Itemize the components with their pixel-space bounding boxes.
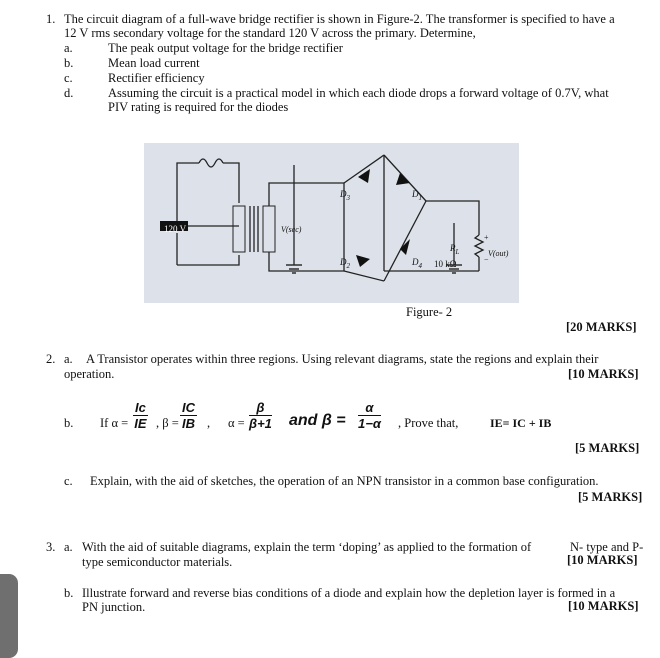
- circuit-figure: [144, 143, 519, 303]
- diode-d2-icon: [356, 255, 370, 267]
- resistor-label: $R_L$: [450, 243, 460, 256]
- output-voltage-label: V(out): [488, 249, 509, 258]
- q1-item-c-text: Rectifier efficiency: [108, 71, 205, 85]
- q2a-line1: A Transistor operates within three regions. Using relevant diagrams, state the regions and explain their: [86, 352, 599, 366]
- secondary-voltage-label: V(sec): [281, 225, 302, 234]
- q3a-label: a.: [64, 540, 73, 554]
- source-voltage-label: 120 V: [164, 224, 187, 234]
- diode-d3-label: $D_3$: [340, 189, 350, 202]
- q1-intro-line2: 12 V rms secondary voltage for the standard 120 V across the primary. Determine,: [64, 26, 476, 40]
- q2a-line2: operation.: [64, 367, 115, 381]
- bridge-rectifier-diagram: [144, 143, 519, 303]
- q2b-label: b.: [64, 416, 74, 430]
- diode-d2-label: $D_2$: [340, 257, 350, 270]
- q3a-marks: [10 MARKS]: [567, 553, 638, 567]
- q1-item-d-label: d.: [64, 86, 74, 100]
- q2b-equation: IE= IC + IB: [490, 416, 552, 430]
- q3-number: 3.: [46, 540, 56, 554]
- output-plus: +: [484, 233, 489, 242]
- q2c-marks: [5 MARKS]: [578, 490, 643, 504]
- fraction-ic-over-ib: $\frac{IC}{IB}$: [182, 400, 195, 431]
- q1-intro-line1: The circuit diagram of a full-wave bridge rectifier is shown in Figure-2. The transformer is specified to have a: [64, 12, 615, 26]
- diode-d4-label: $D_4$: [412, 257, 422, 270]
- q2b-and-beta: and β =: [289, 412, 346, 429]
- fraction-ic-over-ie: $\frac{Ic}{IE}$: [134, 400, 147, 431]
- fraction-beta-over-beta-plus-1: $\frac{\beta}{\beta+1}$: [249, 400, 272, 431]
- q1-item-b-text: Mean load current: [108, 56, 200, 70]
- q3b-line1: Illustrate forward and reverse bias conditions of a diode and explain how the depletion layer is formed in a: [82, 586, 616, 600]
- q2b-beta-eq: , β =: [156, 416, 179, 430]
- fraction-alpha-over-1-minus-alpha: $\frac{\alpha}{1-\alpha}$: [358, 400, 381, 431]
- q2b-if-alpha: If α =: [100, 416, 129, 430]
- q1-number: 1.: [46, 12, 56, 26]
- q1-item-d-line2: PIV rating is required for the diodes: [108, 100, 289, 114]
- q3a-line1: With the aid of suitable diagrams, explain the term ‘doping’ as applied to the formation of: [82, 540, 532, 554]
- q3a-line1-right: N- type and P-: [570, 540, 644, 554]
- resistor-value: 10 kΩ: [434, 259, 457, 269]
- q1-item-d-text: Assuming the circuit is a practical model in which each diode drops a forward voltage of 0.7V, what: [108, 86, 609, 100]
- q2a-marks: [10 MARKS]: [568, 367, 639, 381]
- q2c-text: Explain, with the aid of sketches, the operation of an NPN transistor in a common base configuration.: [90, 474, 599, 488]
- q2b-prove: , Prove that,: [398, 416, 459, 430]
- q1-item-a-text: The peak output voltage for the bridge rectifier: [108, 41, 343, 55]
- diode-d1-label: $D_1$: [412, 189, 422, 202]
- side-scroll-tab[interactable]: [0, 574, 18, 658]
- q2b-alpha-eq: α =: [228, 416, 245, 430]
- q3b-marks: [10 MARKS]: [568, 599, 639, 613]
- q1-item-c-label: c.: [64, 71, 73, 85]
- q1-marks: [20 MARKS]: [566, 320, 637, 334]
- q2b-marks: [5 MARKS]: [575, 441, 640, 455]
- q2-number: 2.: [46, 352, 56, 366]
- q2c-label: c.: [64, 474, 73, 488]
- q3b-line2: PN junction.: [82, 600, 146, 614]
- q3b-label: b.: [64, 586, 74, 600]
- output-minus: −: [484, 255, 489, 264]
- q1-item-b-label: b.: [64, 56, 74, 70]
- figure-caption: Figure- 2: [406, 305, 453, 319]
- q2b-comma: ,: [207, 416, 211, 430]
- q2a-label: a.: [64, 352, 73, 366]
- q1-item-a-label: a.: [64, 41, 73, 55]
- diode-d3-icon: [358, 169, 370, 183]
- diode-d1-icon: [396, 173, 410, 185]
- q3a-line2: type semiconductor materials.: [82, 555, 233, 569]
